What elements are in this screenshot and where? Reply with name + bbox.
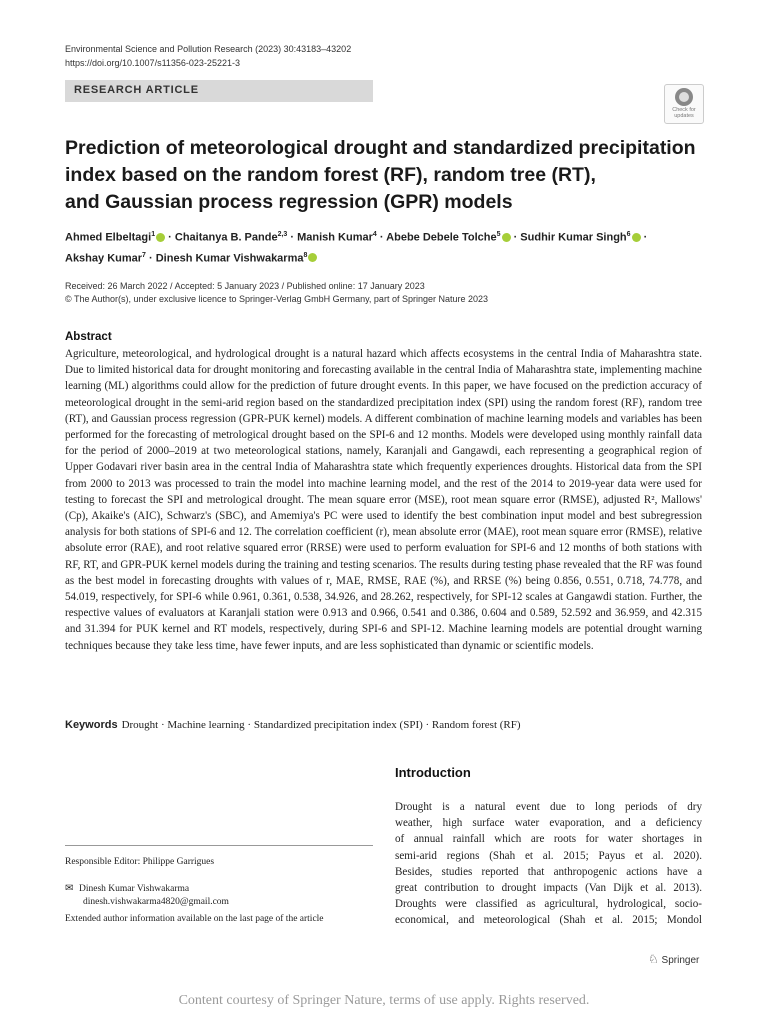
author-affiliation: 8 bbox=[303, 251, 308, 259]
keywords-label: Keywords bbox=[65, 719, 118, 731]
extended-info: Extended author information available on the last page of the article bbox=[65, 914, 324, 924]
corresponding-name: Dinesh Kumar Vishwakarma bbox=[79, 884, 190, 894]
author-affiliation: 7 bbox=[142, 251, 146, 259]
springer-horse-icon: ♘ bbox=[648, 952, 659, 966]
check-for-updates-badge[interactable] bbox=[664, 84, 704, 124]
intro-line: economical, and meteorological (Shah et al. 2015; Mondol bbox=[395, 914, 702, 927]
orcid-icon[interactable] bbox=[308, 253, 317, 262]
responsible-editor: Responsible Editor: Philippe Garrigues bbox=[65, 857, 215, 867]
author-affiliation: 5 bbox=[496, 231, 501, 238]
author-name[interactable]: Akshay Kumar bbox=[65, 252, 143, 265]
article-dates bbox=[65, 280, 488, 306]
intro-line: Droughts were classified as agricultural, hydrological, socio- bbox=[395, 898, 702, 911]
publisher-logo bbox=[648, 952, 699, 966]
orcid-icon[interactable] bbox=[156, 233, 165, 242]
author-name[interactable]: Abebe Debele Tolche bbox=[386, 231, 497, 244]
check-for-updates-label: Check for updates bbox=[672, 107, 696, 119]
orcid-icon[interactable] bbox=[502, 233, 511, 242]
author-affiliation: 2,3 bbox=[277, 231, 288, 238]
intro-line: Drought is a natural event due to long periods of dry bbox=[395, 801, 702, 813]
article-type-label: RESEARCH ARTICLE bbox=[74, 84, 199, 96]
author-list: Ahmed Elbeltagi$^1$ · Chaitanya B. Pande$^{2,3}$ · Manish Kumar$^4$ · Abebe Debele Tolche$^5$ · Sudhir Kumar Singh$^6$ · Akshay Kumar$^7$ · Dinesh Kumar Vishwakarma$^8$ bbox=[65, 231, 648, 265]
update-icon bbox=[675, 88, 693, 106]
introduction-text bbox=[395, 799, 702, 929]
journal-header bbox=[65, 42, 351, 70]
author-name[interactable]: Ahmed Elbeltagi bbox=[65, 231, 152, 244]
article-title bbox=[65, 135, 705, 216]
author-name[interactable]: Dinesh Kumar Vishwakarma bbox=[155, 252, 304, 265]
introduction-heading: Introduction bbox=[395, 765, 471, 780]
publisher-name: Springer bbox=[661, 955, 700, 966]
courtesy-watermark: Content courtesy of Springer Nature, terms of use apply. Rights reserved. bbox=[178, 993, 590, 1008]
title-line: Prediction of meteorological drought and standardized precipitation bbox=[65, 137, 696, 159]
intro-line: weather, high surface water evaporation, and a deficiency bbox=[395, 817, 702, 830]
publication-dates: Received: 26 March 2022 / Accepted: 5 January 2023 / Published online: 17 January 2023 bbox=[65, 281, 425, 291]
title-line: and Gaussian process regression (GPR) models bbox=[65, 191, 513, 213]
article-type-band bbox=[65, 80, 373, 102]
abstract-heading: Abstract bbox=[65, 331, 112, 343]
footnotes bbox=[65, 856, 375, 926]
corresponding-email[interactable]: dinesh.vishwakarma4820@gmail.com bbox=[83, 897, 229, 907]
author-name[interactable]: Manish Kumar bbox=[297, 231, 373, 244]
author-affiliation: 6 bbox=[626, 231, 631, 238]
abstract-text: Agriculture, meteorological, and hydrological drought is a natural hazard which affects ecosystems in the central India of Maharashtra state. Due to limited historical data for drought monitoring and forecasting available in the central India of Maharashtra state, implementing machine learning (ML) algorithms could allow for the prediction of future drought events. In this paper, we have focused on the prediction accuracy of meteorological drought in the semi-arid region based on the standardized precipitation index (SPI) using the random forest (RF), random tree (RT), and Gaussian process regression (GPR-PUK kernel) models. A different combination of machine learning models and variables has been performed for the forecasting of metrological drought based on the SPI-6 and 12 months. Models were developed using monthly rainfall data for the period of 2000–2019 at two meteorological stations, namely, Karanjali and Gangawdi, each representing a geographical region of Upper Godavari river basin area in the central India of Maharashtra state which frequently experiences droughts. Historical data from the SPI from 2000 to 2013 was processed to train the model into machine learning model, and the rest of the 2014 to 2019-year data were used for testing to forecast the SPI and metrological drought. The mean square error (MSE), root mean square error (RMSE), adjusted R², Mallows' (Cp), Akaike's (AIC), Schwarz's (SBC), and Amemiya's PC were used to identify the best combination input model and best subregression analysis for both stations of SPI-6 and 12. The correlation coefficient (r), mean absolute error (MAE), root mean square error (RMSE), relative absolute error (RAE), and root relative squared error (RRSE) were used to perform evaluation for SPI-6 and 12 months of both stations with RF, RT, and GPR-PUK kernel models during the training and testing scenarios. The results during testing phase revealed that the RF was found as the best model in forecasting droughts with values of r, MAE, RMSE, RAE (%), and RRSE (%) being 0.856, 0.551, 0.718, 74.778, and 54.019, respectively, for SPI-6 while 0.961, 0.361, 0.538, 34.926, and 28.262, respectively, for SPI-12 scales at Gangawdi station. Further, the respective values of evaluators at Karanjali station were 0.913 and 0.966, 0.541 and 0.386, 0.604 and 0.589, 52.592 and 36.959, and 42.315 and 31.394 for PUK kernel and RT models, respectively, during SPI-6 and SPI-12. Machine learning models are potential drought warning techniques because they take less time, have fewer inputs, and are less sophisticated than dynamic or scientific models. bbox=[65, 348, 702, 652]
keywords-text: Drought · Machine learning · Standardized precipitation index (SPI) · Random forest (RF) bbox=[121, 719, 521, 731]
doi-link[interactable]: https://doi.org/10.1007/s11356-023-25221-3 bbox=[65, 58, 240, 68]
copyright-line: © The Author(s), under exclusive licence to Springer-Verlag GmbH Germany, part of Springer Nature 2023 bbox=[65, 294, 488, 304]
orcid-icon[interactable] bbox=[632, 233, 641, 242]
journal-citation: Environmental Science and Pollution Research (2023) 30:43183–43202 bbox=[65, 44, 352, 54]
intro-line: great contribution to drought impacts (Van Dijk et al. 2013). bbox=[395, 882, 702, 895]
corresponding-author bbox=[65, 882, 375, 896]
intro-line: of annual rainfall which are roots for water shortages in bbox=[395, 833, 702, 846]
intro-line: semi-arid regions (Shah et al. 2015; Payus et al. 2020). bbox=[395, 849, 702, 862]
envelope-icon: ✉ bbox=[65, 883, 74, 894]
title-line: index based on the random forest (RF), random tree (RT), bbox=[65, 164, 596, 186]
author-name[interactable]: Sudhir Kumar Singh bbox=[520, 231, 627, 244]
intro-line: Besides, studies reported that anthropogenic actions have a bbox=[395, 865, 702, 878]
author-name[interactable]: Chaitanya B. Pande bbox=[174, 231, 278, 244]
footnote-divider bbox=[65, 845, 373, 846]
author-affiliation: 1 bbox=[151, 231, 156, 238]
author-affiliation: 4 bbox=[372, 231, 377, 238]
keywords bbox=[65, 719, 521, 731]
